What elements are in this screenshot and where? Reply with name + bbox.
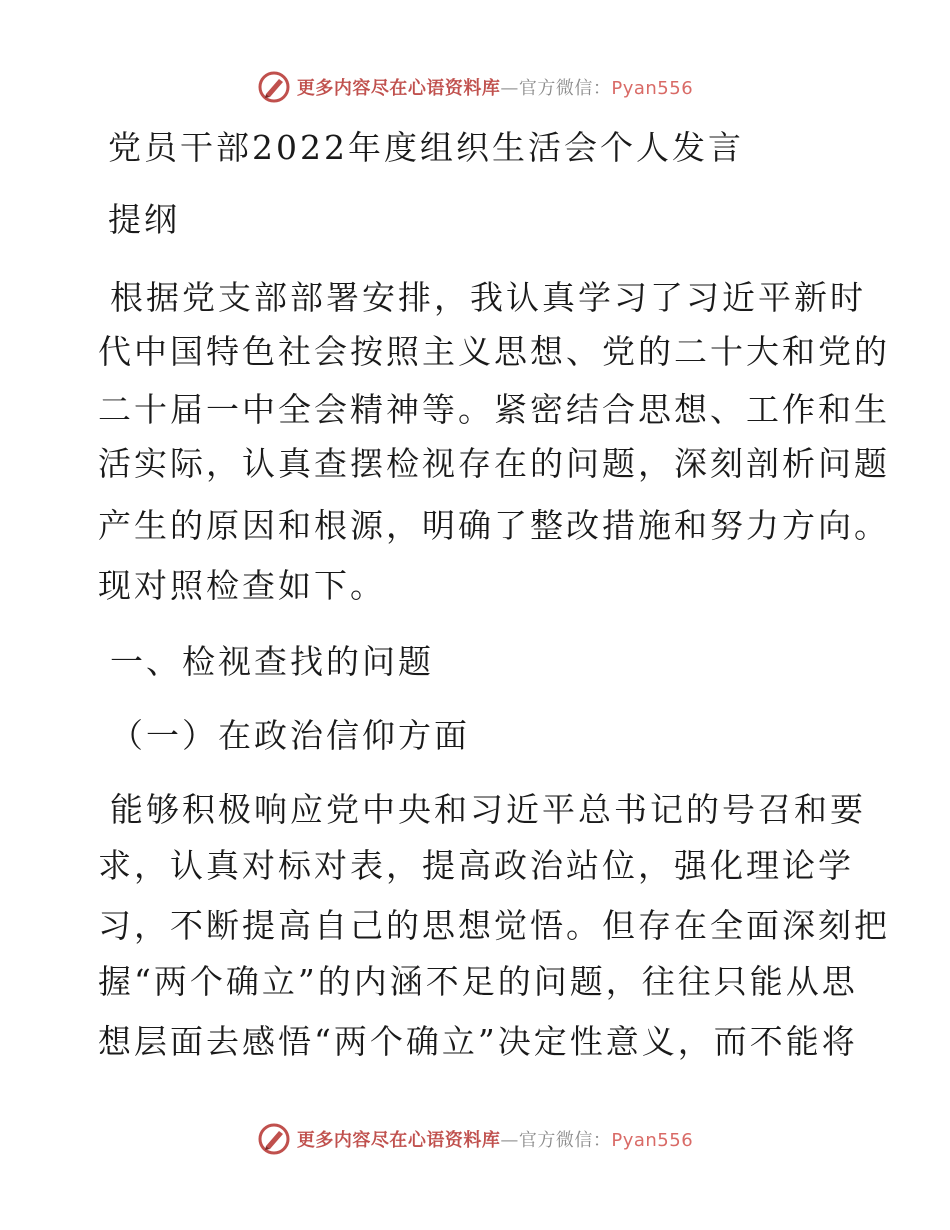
banner-promo: 更多内容尽在心语资料库 xyxy=(296,1130,501,1151)
document-title-continued: 提纲 xyxy=(108,200,180,239)
banner-label: 官方微信： xyxy=(518,78,612,99)
paragraph-line: 二十届一中全会精神等。紧密结合思想、工作和生 xyxy=(98,390,890,429)
footer-banner xyxy=(0,1122,950,1156)
banner-label: 官方微信： xyxy=(518,1130,612,1151)
paragraph-line: 习，不断提高自己的思想觉悟。但存在全面深刻把 xyxy=(98,906,890,945)
paragraph-line: 产生的原因和根源，明确了整改措施和努力方向。 xyxy=(98,506,890,545)
paragraph-line: 握“两个确立”的内涵不足的问题，往往只能从思 xyxy=(98,962,858,1001)
banner-text xyxy=(297,1126,693,1152)
paragraph-line: 现对照检查如下。 xyxy=(98,566,386,605)
pen-logo-icon xyxy=(257,1122,291,1156)
banner-dash: — xyxy=(500,1130,519,1151)
banner-wechat-id: Pyan556 xyxy=(611,78,694,99)
section-heading: 一、检视查找的问题 xyxy=(110,642,434,681)
paragraph-line: 活实际，认真查摆检视存在的问题，深刻剖析问题 xyxy=(98,444,890,483)
paragraph-line: 想层面去感悟“两个确立”决定性意义，而不能将 xyxy=(98,1022,858,1061)
header-banner xyxy=(0,70,950,104)
banner-wechat-id: Pyan556 xyxy=(611,1130,694,1151)
paragraph-line: 代中国特色社会按照主义思想、党的二十大和党的 xyxy=(98,332,890,371)
paragraph-line: 求，认真对标对表，提高政治站位，强化理论学 xyxy=(98,846,854,885)
paragraph-line: 根据党支部部署安排，我认真学习了习近平新时 xyxy=(110,278,866,317)
banner-promo: 更多内容尽在心语资料库 xyxy=(296,78,501,99)
subsection-heading: （一）在政治信仰方面 xyxy=(110,716,470,755)
banner-text xyxy=(297,74,693,100)
banner-dash: — xyxy=(500,78,519,99)
pen-logo-icon xyxy=(257,70,291,104)
paragraph-line: 能够积极响应党中央和习近平总书记的号召和要 xyxy=(110,790,866,829)
document-title: 党员干部2022年度组织生活会个人发言 xyxy=(108,128,744,167)
